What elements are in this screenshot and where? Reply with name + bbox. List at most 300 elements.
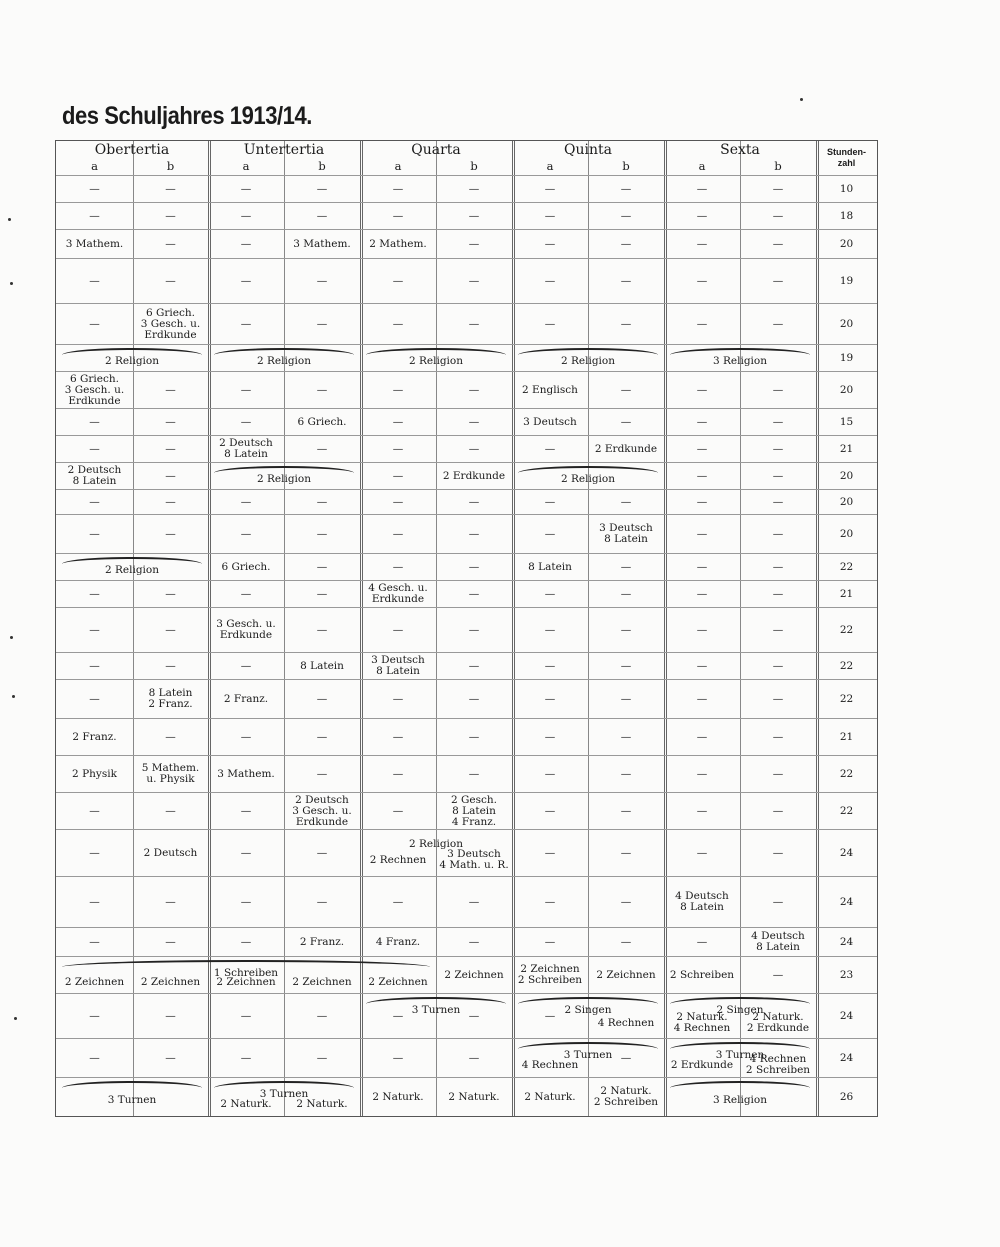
subject-cell [208, 971, 284, 993]
dash: — [772, 182, 784, 195]
sub-label: a [242, 158, 250, 173]
subject-cell [56, 719, 133, 755]
subject-cell [133, 756, 208, 792]
subject-cell [360, 928, 436, 956]
dash: — [240, 317, 252, 330]
hours-value: 20 [839, 527, 854, 540]
hours-total [816, 928, 877, 956]
dash: — [316, 730, 328, 743]
dash: — [165, 659, 176, 672]
subject-cell [512, 957, 588, 993]
empty-dash [56, 490, 133, 514]
empty-dash [740, 581, 816, 607]
empty-dash [284, 830, 360, 876]
subject-text: 2 Naturk. [676, 1011, 728, 1023]
speck [14, 1017, 17, 1020]
subject-text: 3 Deutsch [447, 848, 501, 860]
empty-dash [740, 436, 816, 462]
empty-dash [740, 230, 816, 258]
dash: — [544, 1009, 556, 1022]
empty-dash [133, 203, 208, 229]
empty-dash [664, 608, 740, 652]
dash: — [316, 182, 328, 195]
stundenzahl-label: Stunden- [827, 147, 866, 157]
sub-header-b [133, 157, 208, 175]
empty-dash [133, 793, 208, 829]
dash: — [316, 692, 328, 705]
empty-dash [740, 877, 816, 927]
hours-value: 21 [839, 587, 854, 600]
dash: — [696, 209, 708, 222]
dash: — [620, 495, 632, 508]
dash: — [316, 209, 328, 222]
dash: — [696, 804, 708, 817]
dash: — [468, 495, 480, 508]
empty-dash [208, 203, 284, 229]
empty-dash [208, 409, 284, 435]
empty-dash [284, 436, 360, 462]
brace-mark [214, 1081, 354, 1088]
dash: — [696, 560, 708, 573]
empty-dash [208, 928, 284, 956]
empty-dash [56, 1039, 133, 1077]
empty-dash [284, 554, 360, 580]
empty-dash [436, 680, 512, 718]
dash: — [620, 237, 632, 250]
dash: — [165, 1051, 176, 1064]
empty-dash [208, 515, 284, 553]
empty-dash [664, 653, 740, 679]
empty-dash [360, 176, 436, 202]
empty-dash [512, 608, 588, 652]
dash: — [772, 587, 784, 600]
dash: — [468, 659, 480, 672]
subject-cell [436, 793, 512, 829]
empty-dash [588, 230, 664, 258]
empty-dash [133, 230, 208, 258]
dash: — [544, 804, 556, 817]
hours-value: 19 [839, 274, 854, 287]
empty-dash [133, 409, 208, 435]
dash: — [772, 415, 784, 428]
dash: — [165, 935, 176, 948]
subject-cell [436, 957, 512, 993]
dash: — [240, 415, 252, 428]
empty-dash [664, 304, 740, 344]
empty-dash [284, 372, 360, 408]
empty-dash [436, 259, 512, 303]
empty-dash [360, 608, 436, 652]
dash: — [620, 383, 632, 396]
dash: — [772, 237, 784, 250]
empty-dash [436, 203, 512, 229]
subject-text: 2 Schreiben [745, 1064, 811, 1076]
empty-dash [512, 515, 588, 553]
empty-dash [360, 554, 436, 580]
table-row [56, 928, 877, 957]
dash: — [316, 1051, 328, 1064]
empty-dash [208, 1039, 284, 1077]
hours-value: 22 [839, 804, 854, 817]
empty-dash [664, 176, 740, 202]
subject-cell [512, 372, 588, 408]
subject-text: 4 Rechnen [673, 1022, 731, 1034]
subject-cell [208, 436, 284, 462]
empty-dash [56, 793, 133, 829]
class-name: Quinta [564, 141, 612, 158]
empty-dash [208, 994, 284, 1038]
subject-cell [360, 653, 436, 679]
dash: — [544, 895, 556, 908]
subject-cell [360, 1078, 436, 1116]
dash: — [165, 469, 176, 482]
empty-dash [436, 756, 512, 792]
empty-dash [284, 581, 360, 607]
dash: — [772, 659, 784, 672]
brace-mark [670, 997, 810, 1004]
empty-dash [284, 304, 360, 344]
brace-mark [62, 960, 430, 967]
dash: — [468, 317, 480, 330]
sub-label: a [546, 158, 554, 173]
subject-text: 8 Latein [224, 448, 268, 460]
hours-value: 15 [839, 415, 854, 428]
subject-cell [56, 554, 208, 580]
hours-value: 20 [839, 317, 854, 330]
subject-text: 2 Erdkunde [670, 1058, 734, 1071]
dash: — [544, 587, 556, 600]
empty-dash [208, 176, 284, 202]
subject-text: 3 Turnen [563, 1049, 613, 1061]
dash: — [240, 587, 252, 600]
subject-text: 2 Erdkunde [746, 1022, 810, 1034]
dash: — [620, 317, 632, 330]
dash: — [316, 560, 328, 573]
dash: — [240, 1009, 252, 1022]
subject-cell [664, 957, 740, 993]
table-row [56, 490, 877, 515]
subject-cell [588, 1008, 664, 1038]
empty-dash [360, 259, 436, 303]
hours-total [816, 436, 877, 462]
empty-dash [133, 463, 208, 489]
dash: — [544, 659, 556, 672]
dash: — [89, 623, 100, 636]
empty-dash [133, 372, 208, 408]
empty-dash [360, 203, 436, 229]
subject-cell [208, 608, 284, 652]
subject-cell [360, 971, 436, 993]
subject-cell [284, 928, 360, 956]
dash: — [240, 237, 252, 250]
subject-text: 2 Franz. [299, 935, 345, 948]
empty-dash [133, 1039, 208, 1077]
hours-total [816, 176, 877, 202]
sub-header-a [56, 157, 133, 175]
class-name: Obertertia [94, 141, 170, 158]
table-row [56, 176, 877, 203]
brace-mark [518, 1042, 658, 1049]
empty-dash [588, 176, 664, 202]
dash: — [316, 274, 328, 287]
empty-dash [284, 877, 360, 927]
dash: — [772, 623, 784, 636]
subject-cell [588, 957, 664, 993]
subject-cell [512, 463, 664, 489]
dash: — [165, 895, 176, 908]
dash: — [392, 182, 404, 195]
dash: — [772, 804, 784, 817]
subject-text: 1 Schreiben [213, 967, 279, 979]
empty-dash [56, 680, 133, 718]
subject-text: 3 Turnen [411, 1004, 461, 1016]
subject-text: 3 Gesch. u. [64, 383, 125, 396]
brace-mark [518, 466, 658, 473]
brace-mark [366, 348, 506, 355]
subject-text: 6 Griech. [221, 560, 271, 573]
dash: — [392, 317, 404, 330]
empty-dash [56, 203, 133, 229]
dash: — [544, 846, 556, 859]
subject-text: 2 Gesch. [451, 793, 497, 806]
empty-dash [436, 608, 512, 652]
dash: — [772, 730, 784, 743]
hours-total [816, 203, 877, 229]
table-row [56, 1078, 877, 1116]
subject-text: 3 Turnen [259, 1088, 309, 1100]
hours-value: 20 [839, 237, 854, 250]
dash: — [468, 274, 480, 287]
empty-dash [664, 830, 740, 876]
dash: — [772, 846, 784, 859]
subject-cell [208, 1092, 284, 1116]
hours-total [816, 409, 877, 435]
empty-dash [588, 581, 664, 607]
hours-value: 10 [839, 182, 854, 195]
dash: — [89, 692, 100, 705]
brace-mark [518, 348, 658, 355]
subject-cell [56, 345, 208, 371]
empty-dash [436, 176, 512, 202]
subject-cell [664, 1053, 740, 1077]
subject-cell [133, 971, 208, 993]
dash: — [544, 237, 556, 250]
subject-text: 3 Mathem. [217, 767, 275, 780]
brace-mark [670, 1081, 810, 1088]
subject-text: 4 Franz. [375, 935, 421, 948]
empty-dash [208, 830, 284, 876]
table-row [56, 436, 877, 463]
dash: — [89, 182, 100, 195]
dash: — [696, 415, 708, 428]
dash: — [772, 274, 784, 287]
subject-text: 2 Schreiben [517, 974, 583, 986]
dash: — [89, 1051, 100, 1064]
speck [10, 636, 13, 639]
empty-dash [436, 928, 512, 956]
empty-dash [588, 608, 664, 652]
subject-text: 2 Religion [104, 563, 160, 576]
subject-text: 5 Mathem. [141, 762, 200, 774]
subject-text: 3 Religion [712, 1093, 768, 1106]
empty-dash [664, 793, 740, 829]
empty-dash [664, 230, 740, 258]
dash: — [468, 237, 480, 250]
empty-dash [512, 581, 588, 607]
subject-cell [740, 1008, 816, 1038]
dash: — [392, 469, 404, 482]
empty-dash [740, 176, 816, 202]
empty-dash [360, 877, 436, 927]
hours-total [816, 793, 877, 829]
sub-label: a [698, 158, 706, 173]
empty-dash [56, 409, 133, 435]
empty-dash [664, 581, 740, 607]
subject-cell [360, 581, 436, 607]
dash: — [468, 692, 480, 705]
empty-dash [740, 680, 816, 718]
empty-dash [740, 409, 816, 435]
dash: — [696, 442, 708, 455]
empty-dash [436, 554, 512, 580]
sub-label: b [774, 158, 782, 173]
subject-cell [588, 436, 664, 462]
dash: — [165, 527, 176, 540]
empty-dash [588, 680, 664, 718]
subject-text: 2 Religion [560, 354, 616, 367]
subject-cell [512, 1053, 588, 1077]
empty-dash [512, 653, 588, 679]
empty-dash [664, 259, 740, 303]
empty-dash [664, 554, 740, 580]
empty-dash [436, 230, 512, 258]
dash: — [696, 383, 708, 396]
page-title: des Schuljahres 1913/14. [62, 102, 312, 130]
subject-text: 4 Deutsch [751, 930, 805, 942]
hours-total [816, 372, 877, 408]
dash: — [696, 935, 708, 948]
dash: — [620, 846, 632, 859]
empty-dash [588, 203, 664, 229]
empty-dash [740, 203, 816, 229]
subject-text: 3 Deutsch [599, 522, 653, 534]
empty-dash [284, 203, 360, 229]
dash: — [392, 895, 404, 908]
subject-cell [208, 554, 284, 580]
hours-total [816, 463, 877, 489]
empty-dash [740, 608, 816, 652]
speck [800, 98, 803, 101]
hours-total [816, 680, 877, 718]
dash: — [165, 495, 176, 508]
dash: — [468, 383, 480, 396]
hours-value: 22 [839, 560, 854, 573]
subject-cell [512, 409, 588, 435]
empty-dash [133, 928, 208, 956]
hours-value: 24 [839, 1051, 854, 1064]
empty-dash [740, 490, 816, 514]
dash: — [240, 383, 252, 396]
empty-dash [436, 304, 512, 344]
empty-dash [512, 436, 588, 462]
table-row [56, 345, 877, 372]
dash: — [544, 623, 556, 636]
table-row [56, 719, 877, 756]
empty-dash [284, 608, 360, 652]
empty-dash [208, 581, 284, 607]
dash: — [544, 935, 556, 948]
dash: — [89, 495, 100, 508]
empty-dash [56, 830, 133, 876]
empty-dash [56, 304, 133, 344]
empty-dash [133, 581, 208, 607]
subject-text: 8 Latein [452, 804, 496, 817]
subject-cell [512, 1078, 588, 1116]
subject-text: 2 Rechnen [369, 853, 427, 866]
subject-cell [133, 304, 208, 344]
dash: — [316, 383, 328, 396]
empty-dash [512, 203, 588, 229]
subject-text: 4 Franz. [451, 815, 497, 828]
table-row [56, 680, 877, 719]
empty-dash [56, 515, 133, 553]
dash: — [392, 804, 404, 817]
hours-total [816, 490, 877, 514]
dash: — [544, 182, 556, 195]
empty-dash [360, 719, 436, 755]
dash: — [468, 442, 480, 455]
subject-text: 2 Religion [408, 838, 464, 850]
subject-text: 4 Math. u. R. [439, 859, 509, 871]
sub-label: a [394, 158, 402, 173]
empty-dash [664, 680, 740, 718]
brace-mark [670, 1042, 810, 1049]
table-row [56, 877, 877, 928]
empty-dash [56, 176, 133, 202]
subject-text: 2 Naturk. [296, 1097, 348, 1110]
table-row [56, 230, 877, 259]
subject-cell [360, 345, 512, 371]
subject-cell [436, 463, 512, 489]
subject-text: 2 Franz. [72, 730, 117, 743]
empty-dash [284, 756, 360, 792]
empty-dash [740, 830, 816, 876]
subject-cell [740, 928, 816, 956]
table-row [56, 409, 877, 436]
table-row [56, 830, 877, 877]
dash: — [468, 623, 480, 636]
subject-text: 2 Naturk. [448, 1090, 500, 1103]
dash: — [468, 527, 480, 540]
subject-text: 2 Religion [256, 472, 312, 485]
empty-dash [740, 372, 816, 408]
subject-text: 2 Naturk. [372, 1090, 424, 1103]
subject-cell [56, 971, 133, 993]
hours-total [816, 719, 877, 755]
dash: — [316, 527, 328, 540]
subject-text: 2 Religion [104, 354, 160, 367]
hours-total [816, 1078, 877, 1116]
hours-total [816, 957, 877, 993]
empty-dash [588, 793, 664, 829]
dash: — [696, 182, 708, 195]
dash: — [165, 1009, 176, 1022]
dash: — [620, 623, 632, 636]
empty-dash [208, 653, 284, 679]
subject-text: 2 Deutsch [295, 793, 349, 806]
dash: — [392, 692, 404, 705]
stundenzahl-header [816, 141, 877, 175]
